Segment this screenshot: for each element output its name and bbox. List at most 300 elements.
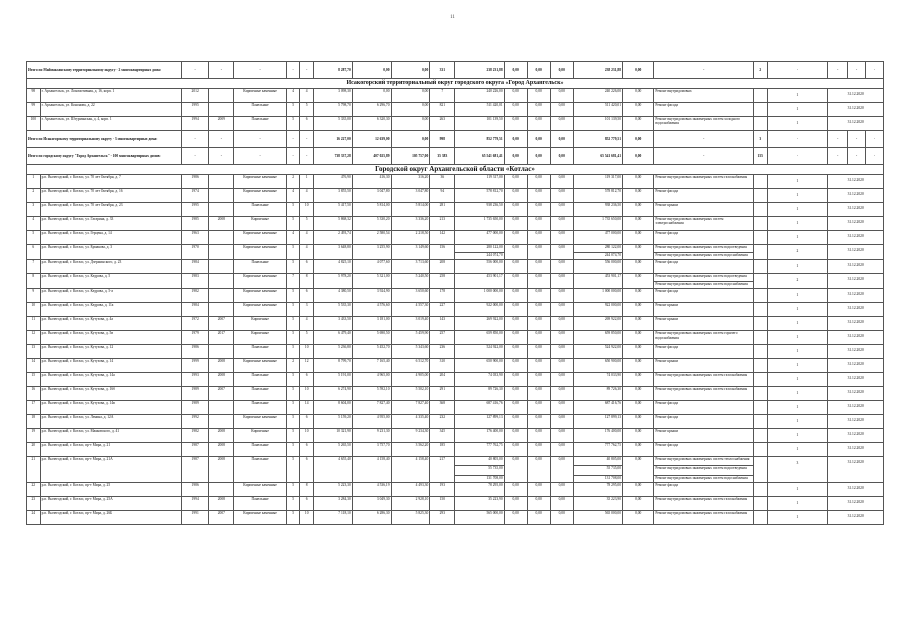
address-cell: р.п. Вычегодский, г. Котлас, ул. 70 лет Октября, д. 7	[40, 175, 181, 189]
cost-own: 565 000,00	[573, 510, 622, 524]
table-row	[27, 217, 884, 231]
area-other: 5 502,10	[391, 387, 430, 401]
wall-material: Кирпичные	[234, 331, 286, 345]
row-number: 100	[27, 117, 41, 131]
year-renovated	[209, 175, 234, 189]
area-other: 3 336,20	[391, 217, 430, 231]
count-date	[767, 274, 828, 289]
cost-total: 65 541 681,41	[455, 148, 504, 165]
cost-total: 687 416,76	[455, 401, 504, 415]
area-total: 5 335,00	[314, 117, 353, 131]
area-total: 3 433,50	[314, 317, 353, 331]
wall-material: Кирпичные каменные	[234, 175, 286, 189]
deadline	[828, 359, 884, 373]
works-count: 1	[796, 514, 799, 519]
residents: 94	[430, 189, 455, 203]
area-total: 7 118,10	[314, 510, 353, 524]
blank-cell	[753, 457, 767, 482]
zero-cell: 0,00	[550, 429, 573, 443]
zero-cell: 0,00	[527, 415, 550, 429]
count-date	[767, 231, 828, 245]
zero-cell: 0,00	[550, 482, 573, 496]
table-row	[27, 260, 884, 274]
count-cell: 3	[753, 131, 767, 148]
dash-cell: -	[654, 131, 754, 148]
zero-cell: 0,00	[527, 148, 550, 165]
count-date	[767, 331, 828, 345]
deadline-date: 31.12.2020	[847, 92, 864, 96]
zero-cell: 0,00	[623, 89, 654, 103]
work-type: Ремонт крыши	[654, 359, 754, 373]
entrances: 6	[300, 373, 314, 387]
entrances: 10	[300, 510, 314, 524]
work-type: Ремонт внутридомовых инженерных систем водоотведения Ремонт внутридомовых инженерных систем водоснабжения	[654, 274, 754, 289]
zero-cell: 0,00	[623, 231, 654, 245]
cost-own: 852 779,51	[573, 131, 622, 148]
count-date	[767, 303, 828, 317]
zero-cell: 0,00	[623, 482, 654, 496]
area-living: 4 536,19	[352, 482, 391, 496]
zero-cell: 0,00	[550, 331, 573, 345]
deadline	[828, 117, 884, 131]
zero-cell: 0,00	[623, 217, 654, 231]
year-built: 1986	[182, 345, 209, 359]
cost-own: 1 735 650,00	[573, 217, 622, 231]
floors: 5	[286, 401, 300, 415]
count-date	[767, 317, 828, 331]
entrances: 10	[300, 203, 314, 217]
zero-cell: 0,00	[550, 510, 573, 524]
cost-own: 938 236,50	[573, 203, 622, 217]
area-other: 0,00	[391, 89, 430, 103]
residents: 345	[430, 429, 455, 443]
work-type: Ремонт крыши	[654, 317, 754, 331]
works-count: 1	[796, 447, 799, 452]
zero-cell: 0,00	[527, 89, 550, 103]
deadline	[828, 496, 884, 510]
cost-total: 127 899,13	[455, 415, 504, 429]
area-total: 5 236,80	[314, 345, 353, 359]
wall-material: Кирпичные каменные	[234, 482, 286, 496]
address-cell: р.п. Вычегодский, г. Котлас, ул. Маяковского, д. 41	[40, 429, 181, 443]
address-cell: р.п. Вычегодский, г. Котлас, ул. Кутузова, д. 14а	[40, 373, 181, 387]
dash-cell: -	[234, 131, 286, 148]
zero-cell: 0,00	[504, 203, 527, 217]
cost-total: 240 226,00	[455, 89, 504, 103]
floors: 5	[286, 117, 300, 131]
deadline-date: 31.12.2020	[847, 418, 864, 423]
cost-total: 777 762,75	[455, 443, 504, 457]
works-count: 1	[796, 235, 799, 239]
deadline	[828, 443, 884, 457]
area-total: 6 479,40	[314, 331, 353, 345]
area-total: 5 417,50	[314, 203, 353, 217]
zero-cell: 0,00	[550, 496, 573, 510]
zero-cell: 0,00	[623, 175, 654, 189]
deadline	[828, 317, 884, 331]
deadline	[828, 401, 884, 415]
blank-cell	[753, 175, 767, 189]
blank-cell	[753, 345, 767, 359]
cost-own: 777 762,75	[573, 443, 622, 457]
dash-cell: -	[300, 148, 314, 165]
blank-cell	[753, 373, 767, 387]
works-count: 1	[796, 193, 799, 197]
floors: 5	[286, 482, 300, 496]
entrances: 10	[300, 429, 314, 443]
area-living: 4 955,00	[352, 415, 391, 429]
cost-total: 280 122,00 244 074,70	[455, 245, 504, 260]
dash-cell: -	[848, 62, 866, 79]
blank-cell	[753, 117, 767, 131]
table-row	[27, 89, 884, 103]
section-title: Исакогорский территориальный округ городского округа «Город Архангельск»	[27, 79, 884, 89]
work-type: Ремонт внутридомовых инженерных систем водоотведения Ремонт внутридомовых инженерных систем водоснабжения	[654, 245, 754, 260]
zero-cell: 0,00	[504, 189, 527, 203]
residents: 143	[430, 317, 455, 331]
area-living: 3 924,90	[352, 289, 391, 303]
zero-cell: 0,00	[623, 274, 654, 289]
year-built: 1983	[182, 274, 209, 289]
zero-cell: 0,00	[527, 496, 550, 510]
residents: 150	[430, 496, 455, 510]
cost-total: 74 033,90	[455, 373, 504, 387]
entrances: 4	[300, 317, 314, 331]
year-renovated	[209, 274, 234, 289]
cost-total: 578 812,70	[455, 189, 504, 203]
year-built: 1995	[182, 203, 209, 217]
deadline-date: 31.12.2020	[847, 234, 864, 238]
blank-cell	[753, 189, 767, 203]
zero-cell: 0,00	[550, 217, 573, 231]
row-number: 5	[27, 231, 41, 245]
year-renovated	[209, 401, 234, 415]
cost-own: 238 231,88	[573, 62, 622, 79]
wall-material: Панельные	[234, 103, 286, 117]
wall-material: Панельные	[234, 117, 286, 131]
zero-cell: 0,00	[623, 148, 654, 165]
work-type: Ремонт внутридомовых инженерных систем газоснабжения	[654, 387, 754, 401]
cost-own: 74 033,90	[573, 373, 622, 387]
row-number: 19	[27, 429, 41, 443]
deadline	[828, 245, 884, 260]
blank-cell	[753, 231, 767, 245]
blank-cell	[753, 482, 767, 496]
year-renovated: 2008	[209, 457, 234, 482]
residents: 281	[430, 203, 455, 217]
zero-cell: 0,00	[623, 496, 654, 510]
section-heading-isakog	[27, 79, 884, 89]
wall-material: Кирпичные каменные	[234, 510, 286, 524]
residents: 821	[430, 103, 455, 117]
zero-cell: 0,00	[623, 203, 654, 217]
zero-cell: 0,00	[504, 231, 527, 245]
zero-cell: 0,00	[623, 189, 654, 203]
residents: 236	[430, 345, 455, 359]
works-count: 1	[796, 433, 799, 438]
dash-cell: -	[182, 148, 209, 165]
floors: 4	[286, 231, 300, 245]
dash-cell: -	[654, 148, 754, 165]
residents: 36	[430, 175, 455, 189]
entrances: 6	[300, 496, 314, 510]
count-date	[767, 289, 828, 303]
count-date	[767, 203, 828, 217]
wall-material: Кирпичные каменные	[234, 274, 286, 289]
zero-cell: 0,00	[504, 89, 527, 103]
entrances: 6	[300, 117, 314, 131]
wall-material: Кирпичные каменные	[234, 359, 286, 373]
row-number: 7	[27, 260, 41, 274]
area-total: 5 868,32	[314, 217, 353, 231]
zero-cell: 0,00	[504, 175, 527, 189]
deadline	[828, 415, 884, 429]
floors: 5	[286, 317, 300, 331]
zero-cell: 0,00	[550, 373, 573, 387]
dash-cell: -	[209, 148, 234, 165]
entrances: 8	[300, 482, 314, 496]
zero-cell: 0,00	[527, 331, 550, 345]
floors: 5	[286, 203, 300, 217]
deadline-date: 31.12.2020	[847, 248, 864, 252]
year-built: 1984	[182, 260, 209, 274]
row-number: 17	[27, 401, 41, 415]
floors: 5	[286, 303, 300, 317]
year-built: 1989	[182, 401, 209, 415]
dash-cell: -	[828, 131, 848, 148]
floors: 5	[286, 429, 300, 443]
row-number: 22	[27, 482, 41, 496]
residents: 142	[430, 231, 455, 245]
residents: 227	[430, 303, 455, 317]
table-row	[27, 359, 884, 373]
row-number: 6	[27, 245, 41, 260]
blank-cell	[753, 510, 767, 524]
cost-own: 477 000,00	[573, 231, 622, 245]
zero-cell: 0,00	[504, 387, 527, 401]
row-number: 98	[27, 89, 41, 103]
work-type: Ремонт фасада	[654, 443, 754, 457]
year-renovated: 2008	[209, 429, 234, 443]
year-renovated	[209, 231, 234, 245]
year-renovated	[209, 203, 234, 217]
count-cell: 2	[753, 62, 767, 79]
year-renovated: 2008	[209, 496, 234, 510]
zero-cell: 0,00	[504, 260, 527, 274]
dash-cell: -	[300, 131, 314, 148]
cost-total: 269 922,00	[455, 317, 504, 331]
zero-cell: 0,00	[527, 303, 550, 317]
row-number: 24	[27, 510, 41, 524]
cost-total: 89 726,30	[455, 387, 504, 401]
count-date	[767, 429, 828, 443]
zero-cell: 0,00	[504, 131, 527, 148]
wall-material: Кирпичные каменные	[234, 189, 286, 203]
year-built: 1999	[182, 359, 209, 373]
zero-cell: 0,00	[527, 317, 550, 331]
wall-material: Кирпичные каменные	[234, 303, 286, 317]
area-total: 5 978,20	[314, 274, 353, 289]
zero-cell: 0,00	[504, 429, 527, 443]
floors: 5	[286, 331, 300, 345]
area-other: 7 827,40	[391, 401, 430, 415]
cost-own: 1 000 000,00	[573, 289, 622, 303]
cost-own: 78 295,00	[573, 482, 622, 496]
zero-cell: 0,00	[550, 175, 573, 189]
area-total: 4 380,50	[314, 289, 353, 303]
work-type: Ремонт внутридомовых инженерных систем газоснабжения	[654, 510, 754, 524]
address-cell: р.п. Вычегодский, г. Котлас, ул. Гагарина, д. 33	[40, 217, 181, 231]
area-total: 8 799,70	[314, 359, 353, 373]
table-row	[27, 457, 884, 482]
area-living: 0,00	[352, 89, 391, 103]
area-other: 4 335,40	[391, 415, 430, 429]
cost-own: 176 400,00	[573, 429, 622, 443]
works-count: 1	[796, 107, 799, 111]
floors: 5	[286, 496, 300, 510]
residents: 257	[430, 331, 455, 345]
work-type: Ремонт внутридомовых инженерных систем теплоснабжения Ремонт внутридомовых инженерных систем водоотведения Ремонт внутридомовых инженерных систем водоснабжения	[654, 457, 754, 482]
blank-cell	[753, 89, 767, 103]
dash-cell: -	[182, 131, 209, 148]
deadline-date: 31.12.2020	[847, 292, 864, 297]
residents: 193	[430, 482, 455, 496]
area-living: 416,30	[352, 175, 391, 189]
deadline	[828, 217, 884, 231]
zero-cell: 0,00	[623, 401, 654, 415]
deadline-date: 31.12.2020	[847, 404, 864, 409]
year-built: 1982	[182, 289, 209, 303]
dash-cell: -	[654, 62, 754, 79]
floors: 4	[286, 89, 300, 103]
deadline	[828, 331, 884, 345]
zero-cell: 0,00	[623, 415, 654, 429]
count-date	[767, 189, 828, 203]
zero-cell: 0,00	[504, 274, 527, 289]
works-count: 1	[796, 264, 799, 269]
row-number: 1	[27, 175, 41, 189]
wall-material: Панельные	[234, 401, 286, 415]
zero-cell: 0,00	[550, 260, 573, 274]
table-row	[27, 443, 884, 457]
area-living: 7 827,40	[352, 401, 391, 415]
area-living: 3 047,80	[352, 189, 391, 203]
row-number: 16	[27, 387, 41, 401]
works-count: 1	[796, 486, 799, 491]
work-type: Ремонт внутридомовых инженерных систем газоснабжения	[654, 175, 754, 189]
residents: 998	[430, 131, 455, 148]
area-living: 3 049,30	[352, 496, 391, 510]
year-built: 1987	[182, 443, 209, 457]
area-other: 3 713,60	[391, 260, 430, 274]
cost-total: 650 900,00	[455, 359, 504, 373]
area-other: 2 218,50	[391, 231, 430, 245]
cost-total: 238 231,88	[455, 62, 504, 79]
year-built: 1972	[182, 317, 209, 331]
zero-cell: 0,00	[550, 401, 573, 415]
subtotal-row-isakog	[27, 131, 884, 148]
wall-material: Кирпичные каменные	[234, 415, 286, 429]
area-total: 8 604,00	[314, 401, 353, 415]
deadline-date: 31.12.2020	[847, 485, 864, 490]
dash-cell: -	[828, 62, 848, 79]
area-other: 0,00	[391, 131, 430, 148]
zero-cell: 0,00	[527, 117, 550, 131]
address-cell: р.п. Вычегодский, г. Котлас, ул. Ленина, д. 12А	[40, 415, 181, 429]
works-count: 3	[796, 461, 799, 466]
cost-total: 511 420,01	[455, 103, 504, 117]
area-living: 4 576,60	[352, 303, 391, 317]
wall-material: Кирпичные	[234, 429, 286, 443]
dash-cell: -	[209, 62, 234, 79]
cost-total: 922 000,00	[455, 303, 504, 317]
area-total: 5 265,50	[314, 443, 353, 457]
zero-cell: 0,00	[504, 415, 527, 429]
zero-cell: 0,00	[550, 189, 573, 203]
row-number: 12	[27, 331, 41, 345]
area-total: 5 191,00	[314, 373, 353, 387]
zero-cell: 0,00	[504, 443, 527, 457]
entrances: 4	[300, 231, 314, 245]
year-renovated	[209, 415, 234, 429]
address-cell: р.п. Вычегодский, г. Котлас, ул. Дзержинского, д. 23	[40, 260, 181, 274]
area-total: 2 493,74	[314, 231, 353, 245]
blank-cell	[753, 103, 767, 117]
table-row	[27, 245, 884, 260]
floors: 5	[286, 415, 300, 429]
area-total: 5 535,30	[314, 303, 353, 317]
zero-cell: 0,00	[623, 443, 654, 457]
count-date	[767, 117, 828, 131]
table-row	[27, 203, 884, 217]
work-type: Ремонт фасада	[654, 482, 754, 496]
year-built: 1991	[182, 510, 209, 524]
address-cell: р.п. Вычегодский, г. Котлас, пр-т Мира, д. 21	[40, 443, 181, 457]
wall-material: Панельные	[234, 373, 286, 387]
entrances: 10	[300, 345, 314, 359]
table-row	[27, 117, 884, 131]
area-total: 3 648,80	[314, 245, 353, 260]
cost-own: 687 416,76	[573, 401, 622, 415]
area-other: 0,00	[391, 62, 430, 79]
residents: 310	[430, 359, 455, 373]
floors: 5	[286, 387, 300, 401]
deadline-date: 31.12.2020	[847, 334, 864, 339]
zero-cell: 0,00	[623, 510, 654, 524]
zero-cell: 0,00	[550, 203, 573, 217]
cost-own: 65 541 681,41	[573, 148, 622, 165]
housing-registry-table	[26, 61, 884, 525]
year-renovated	[209, 89, 234, 103]
address-cell: р.п. Вычегодский, г. Котлас, пр-т Мира, д. 25А	[40, 496, 181, 510]
page-number: 11	[450, 15, 455, 20]
year-renovated	[209, 260, 234, 274]
area-living: 7 165,40	[352, 359, 391, 373]
zero-cell: 0,00	[623, 359, 654, 373]
work-type: Ремонт фасада	[654, 345, 754, 359]
entrances: 6	[300, 260, 314, 274]
address-cell: р.п. Вычегодский, г. Котлас, ул. 70 лет Октября, д. 16	[40, 189, 181, 203]
cost-own: 35 223,90	[573, 496, 622, 510]
cost-own: 269 922,00	[573, 317, 622, 331]
cost-total: 852 779,51	[455, 131, 504, 148]
entrances: 10	[300, 387, 314, 401]
address-cell: р.п. Вычегодский, г. Котлас, ул. Кедрова, д. 5-а	[40, 289, 181, 303]
area-other: 3 047,80	[391, 189, 430, 203]
dash-cell: -	[865, 62, 883, 79]
table-row	[27, 401, 884, 415]
row-number: 11	[27, 317, 41, 331]
